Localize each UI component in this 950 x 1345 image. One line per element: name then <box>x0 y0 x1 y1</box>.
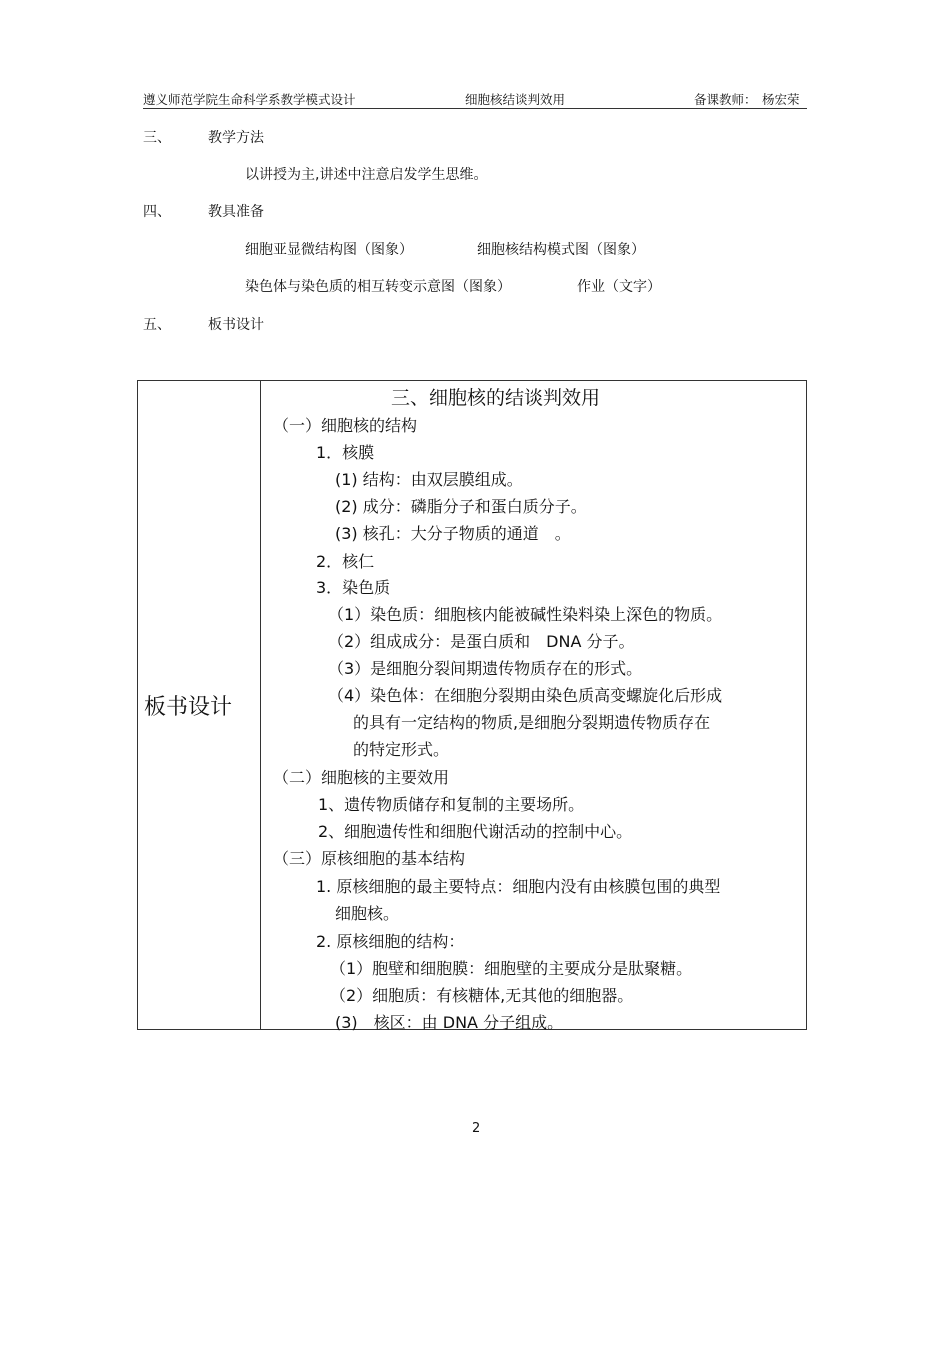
header-right-name: 杨宏荣 <box>762 92 800 107</box>
board-line: (3) 核区：由 DNA 分子组成。 <box>335 1013 564 1032</box>
board-line: （4）染色体：在细胞分裂期由染色质高变螺旋化后形成 <box>328 686 723 705</box>
board-line: （3）是细胞分裂间期遗传物质存在的形式。 <box>328 659 643 678</box>
board-line: (3) 核孔：大分子物质的通道 。 <box>335 524 571 543</box>
section-5-number: 五、 <box>143 317 171 333</box>
board-line: （一）细胞核的结构 <box>273 416 418 435</box>
header-rule <box>143 108 807 109</box>
teaching-aid-item: 染色体与染色质的相互转变示意图（图象） <box>245 279 511 295</box>
board-line: （2）组成成分：是蛋白质和 DNA 分子。 <box>328 632 635 651</box>
board-line: 3．染色质 <box>316 578 391 597</box>
board-line: （二）细胞核的主要效用 <box>273 768 450 787</box>
board-title: 三、细胞核的结谈判效用 <box>391 387 601 409</box>
board-line: 2、细胞遗传性和细胞代谢活动的控制中心。 <box>318 822 633 841</box>
board-line: 1. 原核细胞的最主要特点：细胞内没有由核膜包围的典型 <box>316 877 721 896</box>
board-content-cell <box>261 381 807 1030</box>
board-line: 1、遗传物质储存和复制的主要场所。 <box>318 795 585 814</box>
board-label-cell <box>138 381 261 1030</box>
header-right-label: 备课教师： <box>694 92 757 107</box>
board-line: 细胞核。 <box>335 904 400 923</box>
section-5-title: 板书设计 <box>208 317 264 333</box>
board-line: （1）胞壁和细胞膜：细胞壁的主要成分是肽聚糖。 <box>330 959 693 978</box>
board-line: 的特定形式。 <box>353 740 450 759</box>
board-line: 1．核膜 <box>316 443 375 462</box>
board-line: （2）细胞质：有核糖体,无其他的细胞器。 <box>330 986 634 1005</box>
section-3-text: 以讲授为主,讲述中注意启发学生思维。 <box>245 167 488 183</box>
section-4-number: 四、 <box>143 204 171 220</box>
teaching-aid-item: 细胞亚显微结构图（图象） <box>245 242 413 258</box>
teaching-aid-item: 作业（文字） <box>577 279 661 295</box>
section-4-title: 教具准备 <box>208 204 264 220</box>
section-3-title: 教学方法 <box>208 130 264 146</box>
board-line: (2) 成分：磷脂分子和蛋白质分子。 <box>335 497 587 516</box>
board-line: （1）染色质：细胞核内能被碱性染料染上深色的物质。 <box>328 605 723 624</box>
board-design-table <box>137 380 807 1030</box>
section-3-number: 三、 <box>143 130 171 146</box>
board-line: （三）原核细胞的基本结构 <box>273 849 466 868</box>
board-line: 的具有一定结构的物质,是细胞分裂期遗传物质存在 <box>353 713 711 732</box>
page-number: 2 <box>472 1121 481 1136</box>
board-line: (1) 结构：由双层膜组成。 <box>335 470 523 489</box>
board-line: 2．核仁 <box>316 552 375 571</box>
teaching-aid-item: 细胞核结构模式图（图象） <box>477 242 645 258</box>
header-left: 遵义师范学院生命科学系教学模式设计 <box>143 92 356 107</box>
header-center: 细胞核结谈判效用 <box>465 92 566 107</box>
board-label: 板书设计 <box>144 694 233 720</box>
board-line: 2. 原核细胞的结构： <box>316 932 465 951</box>
